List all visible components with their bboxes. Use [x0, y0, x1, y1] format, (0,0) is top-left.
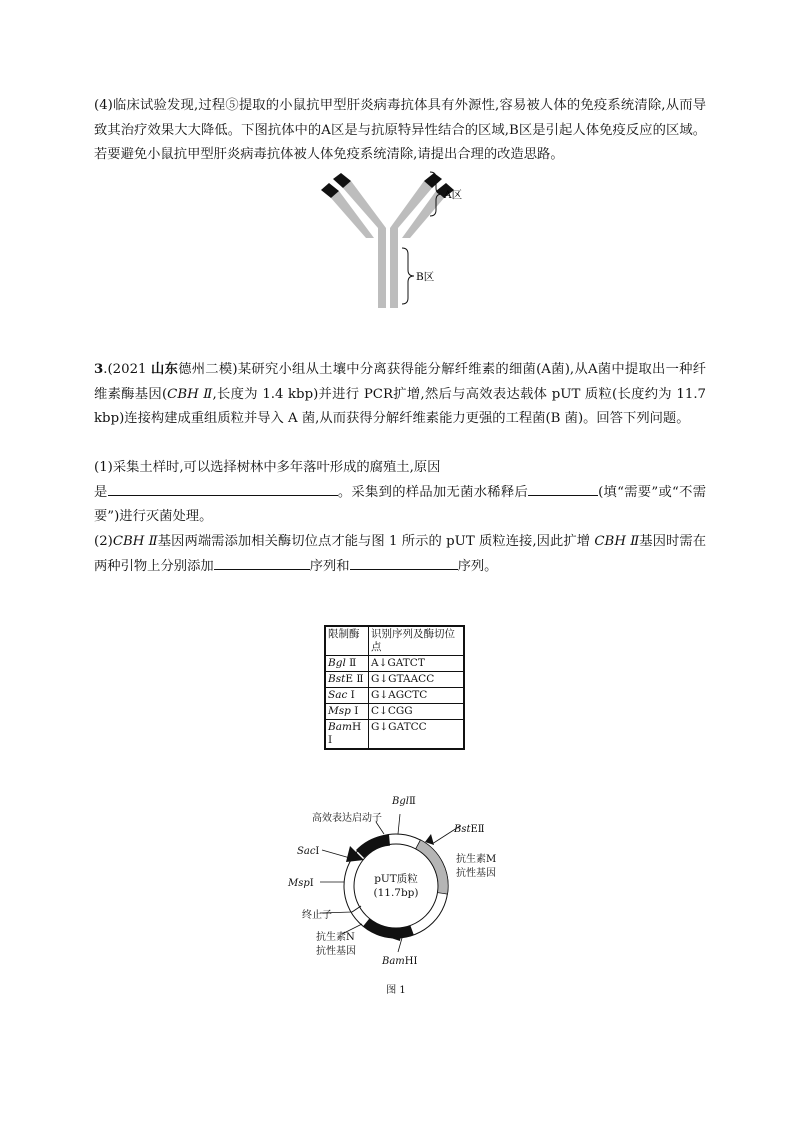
enzyme-site: G↓GATCC [369, 720, 465, 750]
question-4-text: (4)临床试验发现,过程⑤提取的小鼠抗甲型肝炎病毒抗体具有外源性,容易被人体的免疫系统清除,从而导致其治疗效果大大降低。下图抗体中的A区是与抗原特异性结合的区域,B区是引起人体免疫反应的区域。若要避免小鼠抗甲型肝炎病毒抗体被人体免疫系统清除,请提出合理的改造思路。 [94, 98, 706, 162]
intro-text-2: ,长度为 1.4 kbp)并进行 PCR扩增,然后与高效表达载体 pUT 质粒(长度约为 11.7 kbp)连接构建成重组质粒并导入 A 菌,从而获得分解纤维素能力更强的工程菌(B 菌)。回答下列问题。 [94, 386, 707, 426]
label-msp [287, 878, 314, 889]
label-bam-name: Bam [382, 956, 405, 967]
label-resist-m-1: 抗生素M [456, 854, 497, 865]
source-suffix: 德州二模) [178, 362, 238, 377]
enzyme-suffix: E Ⅱ [345, 673, 364, 685]
part2-gene: CBH Ⅱ [112, 534, 158, 549]
enzyme-site: C↓CGG [369, 704, 465, 720]
label-region-a: A区 [444, 189, 463, 201]
part1-line-c: 。采集到的样品加无菌水稀释后 [337, 484, 529, 500]
part2-b: 基因两端需添加相关酶切位点才能与图 1 所示的 pUT 质粒连接,因此扩增 [157, 534, 595, 549]
part2-gene-2: CBH Ⅱ [594, 534, 640, 549]
table-row [325, 688, 464, 704]
label-msp-num: Ⅰ [309, 878, 314, 889]
bgl-leader [398, 814, 400, 834]
source-province: 山东 [151, 362, 179, 377]
label-bste [453, 824, 485, 835]
part2-a: (2) [94, 534, 113, 549]
antibody-heavy-chain-left [378, 228, 386, 308]
enzyme-suffix: Ⅱ [345, 657, 357, 669]
label-resist-n-1: 抗生素N [316, 932, 355, 943]
label-region-b: B区 [416, 271, 435, 283]
enzyme-suffix: Ⅰ [347, 689, 355, 701]
label-msp-name: Msp [288, 878, 310, 889]
antibody-diagram [310, 166, 490, 316]
promoter-segment [356, 835, 390, 859]
plasmid-diagram [280, 788, 520, 998]
header-enzyme: 限制酶 [325, 626, 369, 656]
enzyme-site: A↓GATCT [369, 656, 465, 672]
restriction-enzyme-table [324, 625, 465, 750]
enzyme-name: Bgl [328, 657, 346, 669]
part1-line-b: 是 [94, 484, 108, 500]
enzyme-name: Sac [328, 689, 348, 701]
figure-caption: 图 1 [386, 985, 406, 996]
antibody-right-heavy-arm [390, 181, 432, 228]
label-terminator: 终止子 [302, 910, 332, 921]
part1-line-a: (1)采集土样时,可以选择树林中多年落叶形成的腐殖土,原因 [94, 460, 441, 475]
enzyme-suffix: H Ⅰ [328, 721, 362, 746]
label-bgl-num: Ⅱ [408, 796, 416, 807]
table-row [325, 720, 464, 750]
label-sac-name: Sac [297, 846, 316, 857]
enzyme-suffix: Ⅰ [350, 705, 359, 717]
sac-leader [322, 850, 350, 858]
label-bam [381, 956, 418, 967]
part1-line-d: (填“需要”或“不需要”)进行灭菌处理。 [94, 484, 707, 524]
label-promoter: 高效表达启动子 [312, 813, 382, 824]
table-row [325, 704, 464, 720]
table-row [325, 656, 464, 672]
question-number: 3 [94, 362, 104, 377]
enzyme-site: G↓GTAACC [369, 672, 465, 688]
resistance-gene-n [363, 919, 414, 939]
terminator-mark [352, 906, 361, 912]
answer-blank-2[interactable] [528, 481, 598, 496]
antibody-heavy-chain-right [390, 228, 398, 308]
label-sac-num: Ⅰ [315, 846, 320, 857]
question-3-part-2 [94, 530, 706, 579]
enzyme-name: Bam [328, 721, 352, 733]
part2-d: 序列和 [309, 558, 350, 574]
question-3-intro [94, 358, 706, 432]
header-site: 识别序列及酶切位点 [369, 626, 465, 656]
intro-text: 某研究小组从土壤中分离获得能分解纤维素的细菌(A菌),从A菌中提取出一种纤维素酶基因( [94, 362, 707, 402]
label-resist-m-2: 抗性基因 [456, 868, 496, 879]
label-bste-name: Bst [454, 824, 471, 835]
part2-e: 序列。 [457, 558, 498, 574]
enzyme-name: Msp [328, 705, 351, 717]
label-bgl [391, 796, 416, 807]
enzyme-name: Bst [328, 673, 346, 685]
question-3-part-1 [94, 456, 706, 530]
source-prefix: .(2021 [103, 362, 152, 377]
label-bam-num: HⅠ [404, 956, 418, 967]
answer-blank-3[interactable] [214, 555, 310, 570]
answer-blank-1[interactable] [108, 481, 338, 496]
brace-b [402, 248, 414, 304]
answer-blank-4[interactable] [350, 555, 458, 570]
plasmid-ring-inner [354, 844, 438, 928]
table-row [325, 672, 464, 688]
label-bgl-name: Bgl [392, 796, 409, 807]
label-resist-n-2: 抗性基因 [316, 946, 356, 957]
antibody-left-heavy-arm [343, 181, 386, 228]
gene-name: CBH Ⅱ [167, 386, 213, 402]
resistance-gene-m [416, 840, 448, 894]
label-sac [297, 846, 319, 857]
plasmid-name: pUT质粒 [374, 873, 418, 885]
label-bste-num: EⅡ [470, 824, 485, 835]
part2-c: 基因时需在两种引物上分别添加 [94, 534, 707, 574]
plasmid-size: (11.7bp) [373, 887, 419, 899]
table-header-row [325, 626, 464, 656]
enzyme-site: G↓AGCTC [369, 688, 465, 704]
